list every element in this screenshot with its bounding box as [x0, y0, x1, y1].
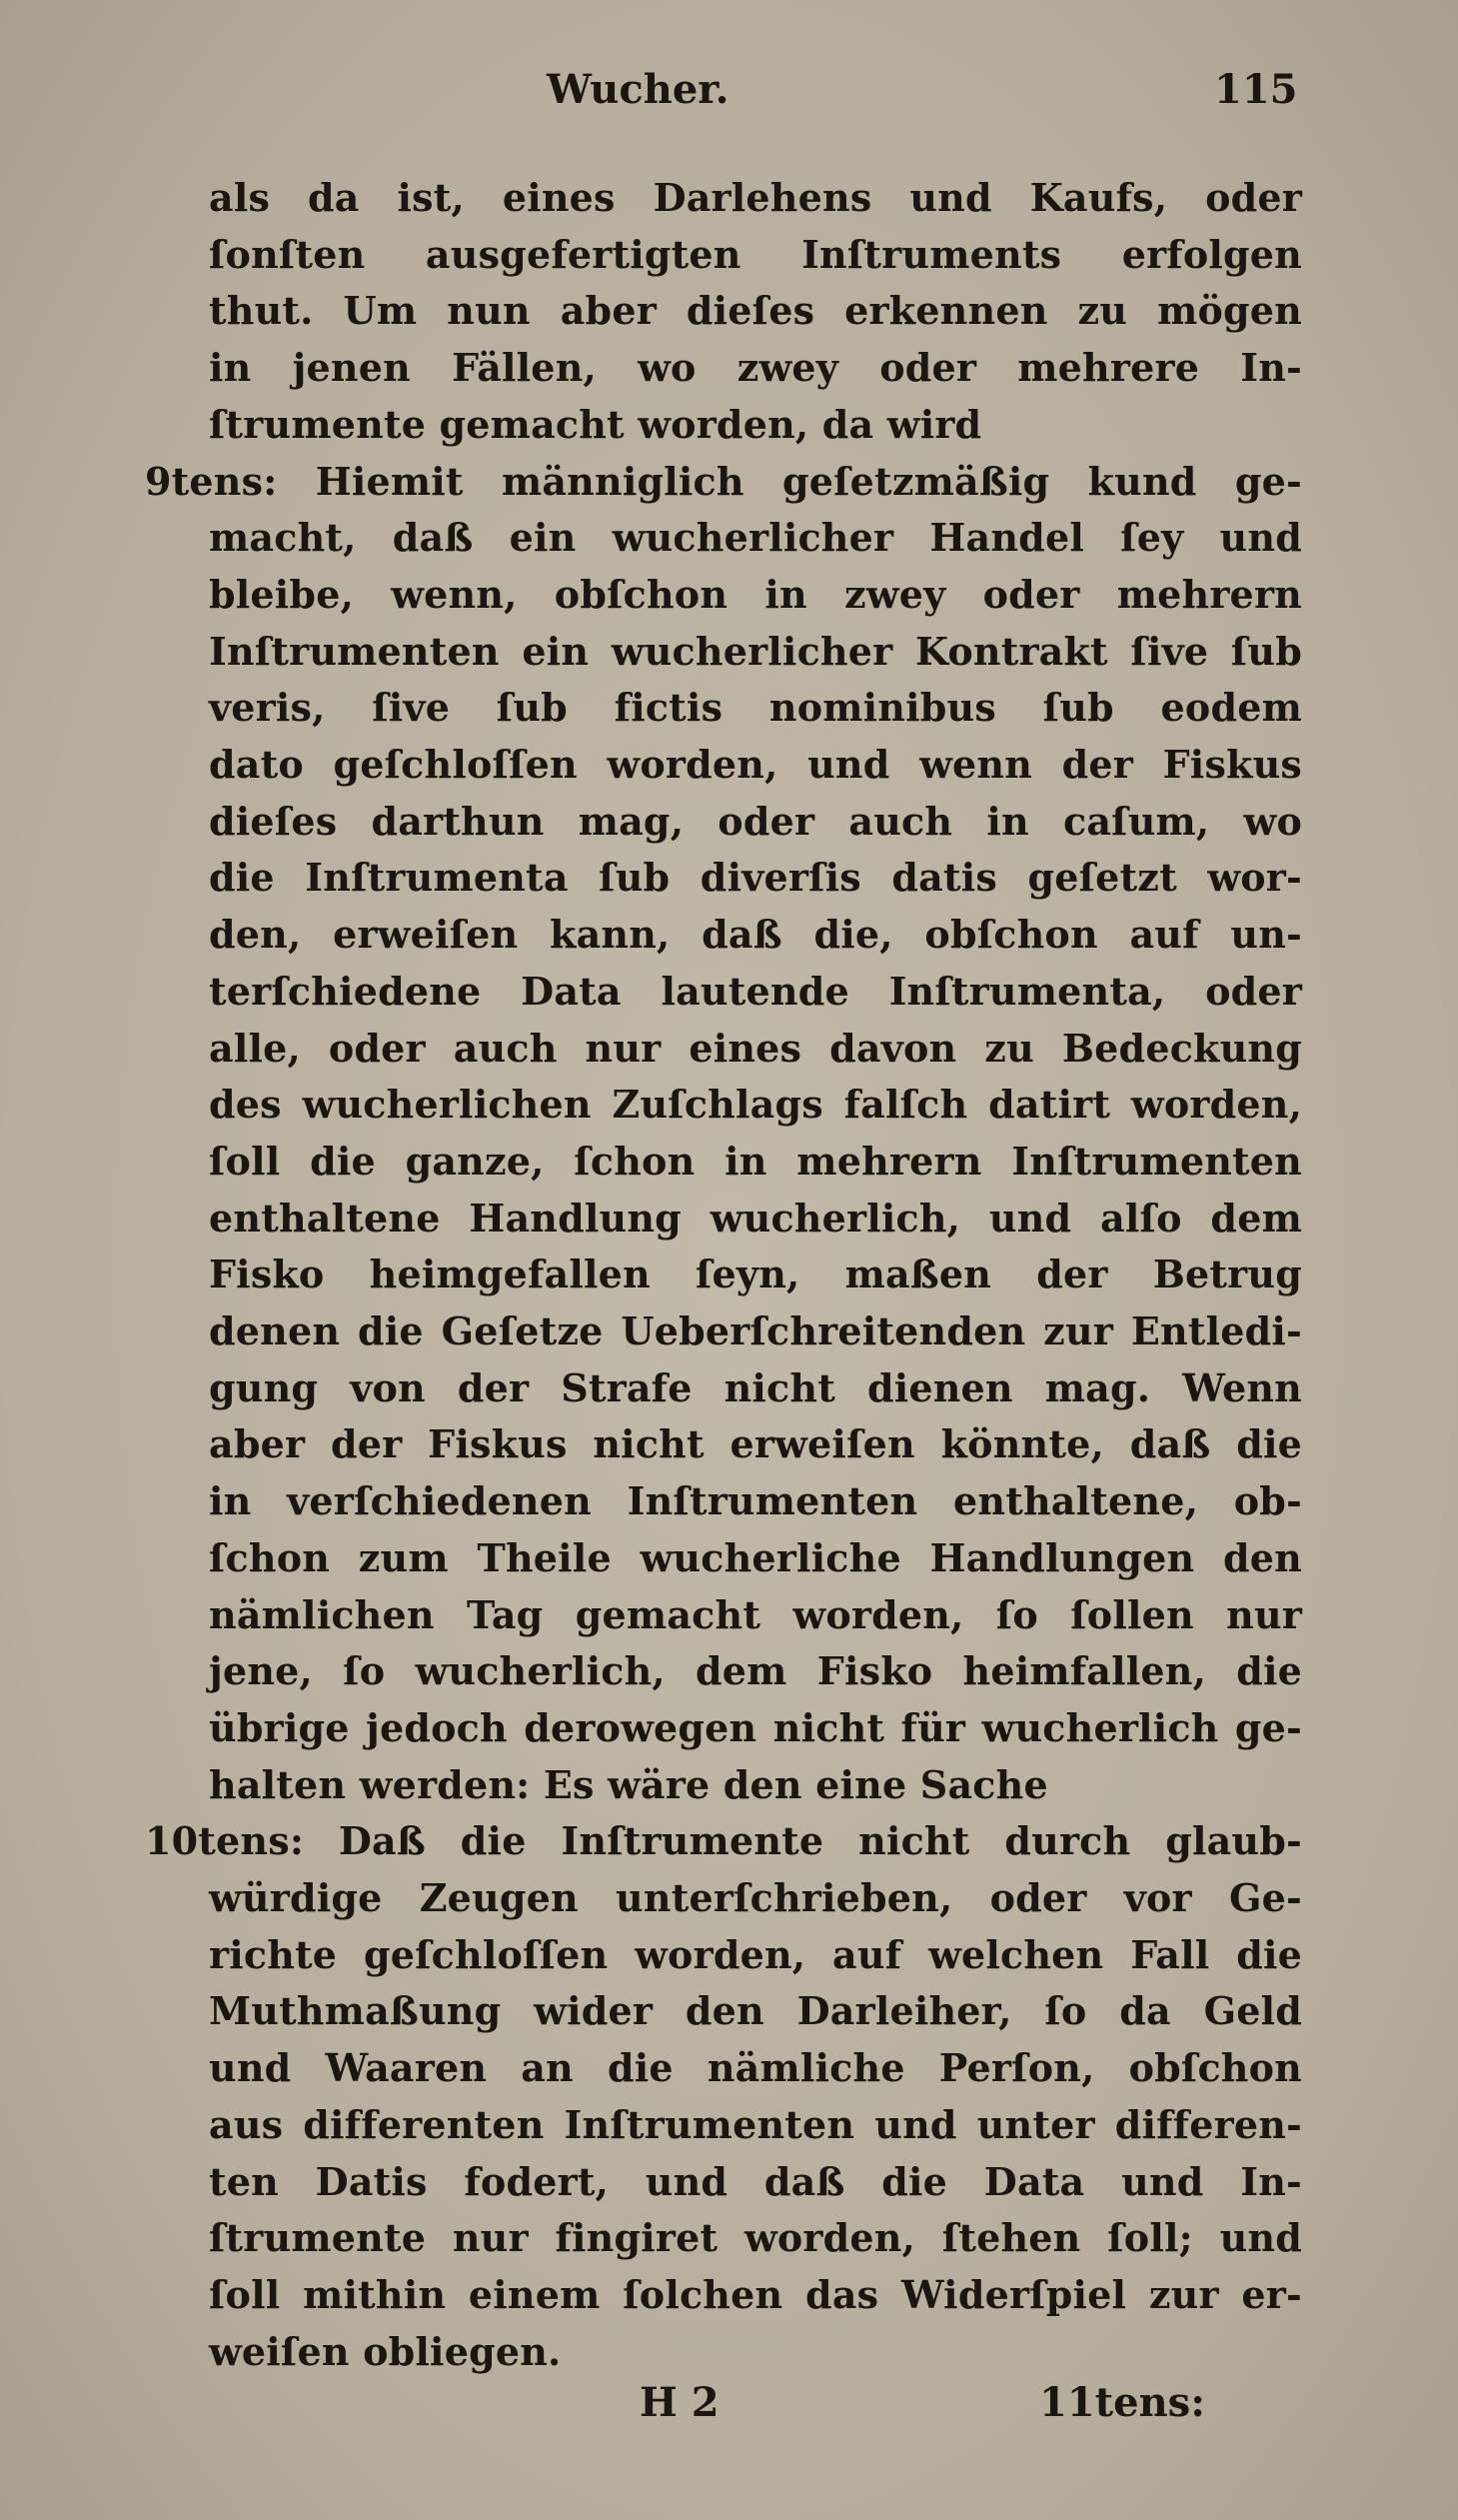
text-line	[209, 680, 1302, 736]
text-line	[209, 2040, 1302, 2096]
text-line	[209, 1587, 1302, 1643]
text-line	[209, 1134, 1302, 1190]
text-line-content: 9tens: Hiemit männiglich geſetzmäßig kund ge-	[145, 458, 1302, 504]
text-line	[209, 1247, 1302, 1302]
text-line-content: Muthmaßung wider den Darleiher, ſo da Geld	[209, 1988, 1302, 2034]
text-line-content: enthaltene Handlung wucherlich, und alſo dem	[209, 1195, 1302, 1241]
text-line-content: aus differenten Inſtrumenten und unter differen-	[209, 2101, 1302, 2147]
text-line	[209, 1416, 1302, 1472]
text-line-content: thut. Um nun aber dieſes erkennen zu mögen	[209, 288, 1302, 334]
text-line	[209, 2210, 1302, 2266]
text-line	[209, 170, 1302, 226]
text-line	[209, 794, 1302, 850]
text-line	[209, 2097, 1302, 2153]
catchword: 11tens:	[1039, 2379, 1205, 2426]
text-line	[209, 1077, 1302, 1133]
text-line-content: aber der Fiskus nicht erweiſen könnte, daß die	[209, 1421, 1302, 1467]
text-line	[209, 737, 1302, 793]
text-line	[209, 397, 1302, 453]
text-line	[209, 964, 1302, 1020]
signature-mark: H 2	[640, 2379, 720, 2426]
text-line-content: alle, oder auch nur eines davon zu Bedeckung	[209, 1025, 1302, 1071]
text-line	[209, 1191, 1302, 1247]
text-line	[209, 1700, 1302, 1756]
running-head: Wucher.	[547, 66, 729, 113]
text-line	[209, 1643, 1302, 1699]
text-line	[209, 1360, 1302, 1416]
text-line-content: macht, daß ein wucherlicher Handel ſey und	[209, 515, 1302, 561]
text-line-content: die Inſtrumenta ſub diverſis datis geſetzt wor-	[209, 855, 1302, 901]
text-line-content: dieſes darthun mag, oder auch in caſum, wo	[209, 798, 1302, 844]
text-line-content: übrige jedoch derowegen nicht für wucherlich ge-	[209, 1704, 1302, 1750]
text-line-content: des wucherlichen Zuſchlags falſch datirt worden,	[209, 1082, 1302, 1128]
text-line-content: bleibe, wenn, obſchon in zwey oder mehrern	[209, 571, 1302, 617]
text-line-content: jene, ſo wucherlich, dem Fisko heimfallen, die	[209, 1648, 1302, 1694]
text-line-content: denen die Geſetze Ueberſchreitenden zur Entledi-	[209, 1308, 1302, 1353]
text-line-content: ſtrumente nur fingiret worden, ſtehen ſoll; und	[209, 2215, 1302, 2261]
text-line-content: Fisko heimgefallen ſeyn, maßen der Betrug	[209, 1252, 1302, 1297]
text-line-content: nämlichen Tag gemacht worden, ſo ſollen nur	[209, 1591, 1302, 1637]
text-line	[209, 1927, 1302, 1983]
text-line	[209, 1021, 1302, 1077]
text-line-content: ſchon zum Theile wucherliche Handlungen den	[209, 1534, 1302, 1580]
page-number: 115	[1214, 66, 1298, 113]
text-line-content: ſoll die ganze, ſchon in mehrern Inſtrumenten	[209, 1138, 1302, 1184]
text-line-content: gung von der Strafe nicht dienen mag. Wenn	[209, 1364, 1302, 1410]
text-line	[209, 567, 1302, 623]
text-line-content: ſonſten ausgefertigten Inſtruments erfolgen	[209, 231, 1302, 277]
text-line-content: den, erweiſen kann, daß die, obſchon auf un-	[209, 912, 1302, 958]
text-line-content: ſoll mithin einem ſolchen das Widerſpiel zur er-	[209, 2271, 1302, 2317]
text-line	[209, 1303, 1302, 1359]
text-line-content: Inſtrumenten ein wucherlicher Kontrakt ſive ſub	[209, 628, 1302, 674]
text-line	[209, 2267, 1302, 2323]
text-line-content: halten werden: Es wäre den eine Sache	[209, 1761, 1048, 1807]
text-line	[209, 624, 1302, 680]
text-line	[209, 2154, 1302, 2210]
text-line	[209, 2324, 1302, 2380]
text-line	[145, 1813, 1302, 1869]
text-line	[209, 1757, 1302, 1813]
text-line	[209, 340, 1302, 396]
text-line	[209, 850, 1302, 906]
text-line-content: weiſen obliegen.	[209, 2328, 562, 2374]
text-line	[209, 1530, 1302, 1586]
text-line-content: in jenen Fällen, wo zwey oder mehrere In-	[209, 345, 1302, 391]
text-line-content: terſchiedene Data lautende Inſtrumenta, oder	[209, 968, 1302, 1014]
text-line-content: dato geſchloſſen worden, und wenn der Fiskus	[209, 742, 1302, 787]
text-line-content: veris, ſive ſub fictis nominibus ſub eodem	[209, 685, 1302, 731]
text-line	[209, 1983, 1302, 2039]
text-line	[209, 510, 1302, 566]
text-line-content: und Waaren an die nämliche Perſon, obſchon	[209, 2045, 1302, 2091]
text-line-content: 10tens: Daß die Inſtrumente nicht durch glaub-	[145, 1818, 1302, 1864]
text-line-content: ten Datis fodert, und daß die Data und In-	[209, 2158, 1302, 2204]
text-line-content: als da ist, eines Darlehens und Kaufs, oder	[209, 175, 1302, 220]
text-line-content: würdige Zeugen unterſchrieben, oder vor Ge-	[209, 1875, 1302, 1920]
text-line-content: ſtrumente gemacht worden, da wird	[209, 401, 982, 447]
text-line	[209, 1870, 1302, 1926]
text-line	[209, 283, 1302, 339]
text-line	[209, 907, 1302, 963]
text-line-content: richte geſchloſſen worden, auf welchen Fall die	[209, 1931, 1302, 1977]
text-line	[209, 227, 1302, 283]
text-line	[145, 454, 1302, 510]
text-line-content: in verſchiedenen Inſtrumenten enthaltene, ob-	[209, 1478, 1302, 1524]
text-line	[209, 1473, 1302, 1529]
